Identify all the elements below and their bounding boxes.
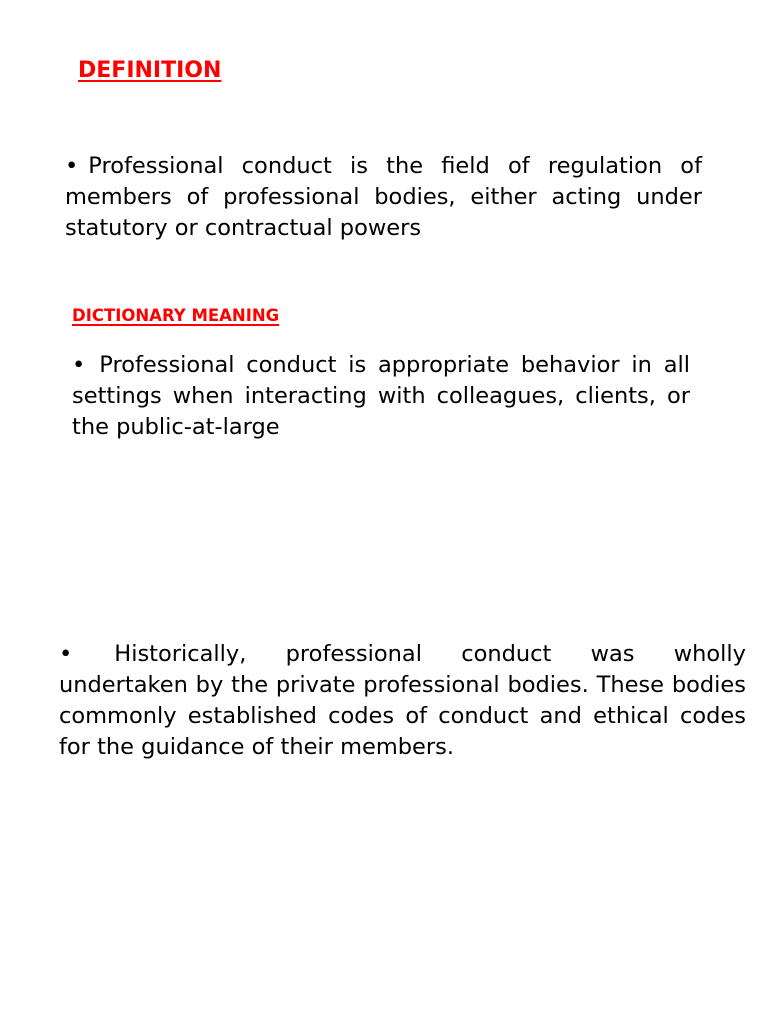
definition-paragraph <box>65 151 702 244</box>
definition-text: Professional conduct is the field of regulation of members of professional bodies, either acting under statutory or contractual powers <box>65 153 702 241</box>
bullet-icon: • <box>72 352 86 378</box>
dictionary-meaning-heading: DICTIONARY MEANING <box>72 306 280 325</box>
dictionary-meaning-text: Professional conduct is appropriate behavior in all settings when interacting with colleagues, clients, or the public-at-large <box>72 352 690 440</box>
definition-heading: DEFINITION <box>78 58 222 83</box>
bullet-icon: • <box>59 641 73 667</box>
history-text: Historically, professional conduct was wholly undertaken by the private professional bodies. These bodies commonly established codes of conduct and ethical codes for the guidance of their members. <box>59 641 746 760</box>
history-paragraph <box>59 639 746 763</box>
dictionary-meaning-paragraph <box>72 350 690 443</box>
bullet-icon: • <box>65 153 79 179</box>
